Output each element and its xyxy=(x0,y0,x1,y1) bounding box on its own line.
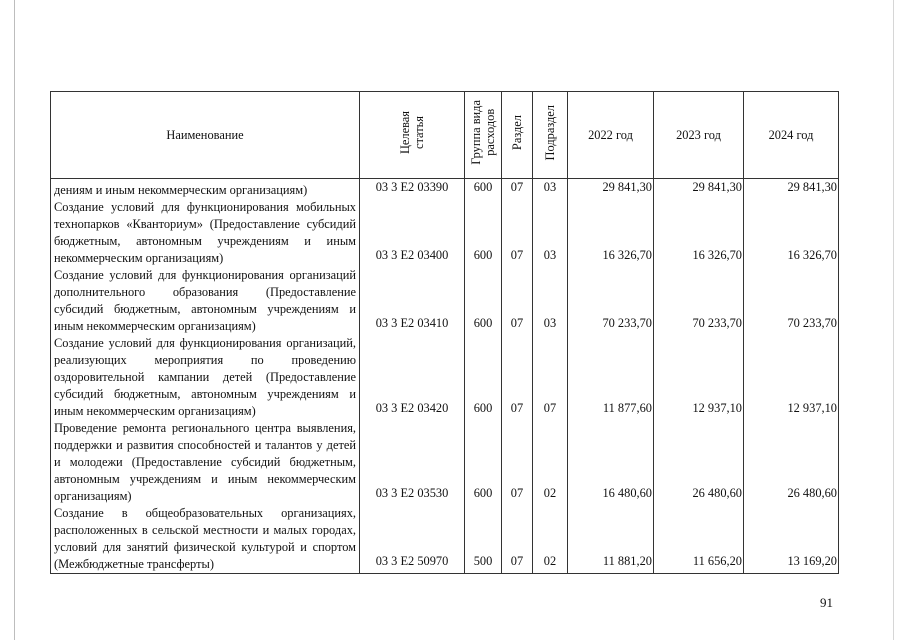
row-value-2024: 16 326,70 xyxy=(744,199,839,267)
budget-table xyxy=(50,91,839,574)
header-target-article xyxy=(360,92,465,179)
table-header-row xyxy=(51,92,839,179)
header-subsection-label: Подраздел xyxy=(543,104,557,161)
row-value-2022: 70 233,70 xyxy=(568,267,654,335)
row-name: Создание в общеобразовательных организациях, расположенных в сельской местности и малых городах, условий для занятий физической культурой и спортом (Межбюджетные трансферты) xyxy=(51,505,360,574)
row-subsection: 03 xyxy=(533,179,568,200)
row-section: 07 xyxy=(502,267,533,335)
row-value-2024: 26 480,60 xyxy=(744,420,839,505)
header-subsection xyxy=(533,92,568,179)
row-section: 07 xyxy=(502,179,533,200)
header-section-label: Раздел xyxy=(510,114,524,151)
row-subsection: 07 xyxy=(533,335,568,420)
row-value-2023: 16 326,70 xyxy=(654,199,744,267)
row-section: 07 xyxy=(502,199,533,267)
row-name: Создание условий для функционирования организаций дополнительного образования (Предоставление субсидий бюджетным, автономным учреждениям и иным некоммерческим организациям) xyxy=(51,267,360,335)
row-target-article: 03 3 E2 03420 xyxy=(360,335,465,420)
row-section: 07 xyxy=(502,335,533,420)
page-number: 91 xyxy=(820,595,833,610)
row-target-article: 03 3 E2 03400 xyxy=(360,199,465,267)
header-year-2024: 2024 год xyxy=(744,92,839,179)
row-expense-group: 600 xyxy=(465,199,502,267)
row-expense-group: 600 xyxy=(465,179,502,200)
row-value-2023: 29 841,30 xyxy=(654,179,744,200)
row-value-2024: 12 937,10 xyxy=(744,335,839,420)
header-expense-group-line2: расходов xyxy=(483,109,497,156)
row-subsection: 02 xyxy=(533,505,568,574)
scan-left-edge xyxy=(14,0,15,640)
table-row xyxy=(51,179,839,200)
row-name: Создание условий для функционирования организаций, реализующих мероприятия по проведению оздоровительной кампании детей (Предоставление субсидий бюджетным, автономным учреждениям и иным некоммерческим организациям) xyxy=(51,335,360,420)
row-name: дениям и иным некоммерческим организациям) xyxy=(51,179,360,200)
row-value-2024: 70 233,70 xyxy=(744,267,839,335)
row-expense-group: 500 xyxy=(465,505,502,574)
row-subsection: 02 xyxy=(533,420,568,505)
row-target-article: 03 3 E2 03530 xyxy=(360,420,465,505)
row-expense-group: 600 xyxy=(465,335,502,420)
row-value-2022: 16 480,60 xyxy=(568,420,654,505)
header-year-2022: 2022 год xyxy=(568,92,654,179)
table-row xyxy=(51,505,839,574)
row-expense-group: 600 xyxy=(465,267,502,335)
header-section xyxy=(502,92,533,179)
row-section: 07 xyxy=(502,505,533,574)
scan-right-edge xyxy=(893,0,894,640)
header-expense-group xyxy=(465,92,502,179)
row-value-2022: 11 881,20 xyxy=(568,505,654,574)
row-target-article: 03 3 E2 03390 xyxy=(360,179,465,200)
row-name: Создание условий для функционирования мобильных технопарков «Кванториум» (Предоставление субсидий бюджетным, автономным учреждениям и иным некоммерческим организациям) xyxy=(51,199,360,267)
row-subsection: 03 xyxy=(533,267,568,335)
row-value-2023: 70 233,70 xyxy=(654,267,744,335)
row-value-2023: 11 656,20 xyxy=(654,505,744,574)
row-section: 07 xyxy=(502,420,533,505)
table-row xyxy=(51,335,839,420)
header-target-article-line2: статья xyxy=(412,116,426,150)
row-target-article: 03 3 E2 03410 xyxy=(360,267,465,335)
row-value-2022: 16 326,70 xyxy=(568,199,654,267)
row-target-article: 03 3 E2 50970 xyxy=(360,505,465,574)
table-row xyxy=(51,267,839,335)
row-value-2022: 11 877,60 xyxy=(568,335,654,420)
header-year-2023: 2023 год xyxy=(654,92,744,179)
row-value-2022: 29 841,30 xyxy=(568,179,654,200)
row-name: Проведение ремонта регионального центра выявления, поддержки и развития способностей и талантов у детей и молодежи (Предоставление субсидий бюджетным, автономным учреждениям и иным некоммерческим организациям) xyxy=(51,420,360,505)
row-value-2024: 29 841,30 xyxy=(744,179,839,200)
row-value-2023: 26 480,60 xyxy=(654,420,744,505)
table-row xyxy=(51,199,839,267)
header-expense-group-line1: Группа вида xyxy=(469,100,483,165)
row-expense-group: 600 xyxy=(465,420,502,505)
row-value-2024: 13 169,20 xyxy=(744,505,839,574)
table-row xyxy=(51,420,839,505)
row-subsection: 03 xyxy=(533,199,568,267)
header-name: Наименование xyxy=(51,92,360,179)
row-value-2023: 12 937,10 xyxy=(654,335,744,420)
header-target-article-line1: Целевая xyxy=(398,110,412,155)
